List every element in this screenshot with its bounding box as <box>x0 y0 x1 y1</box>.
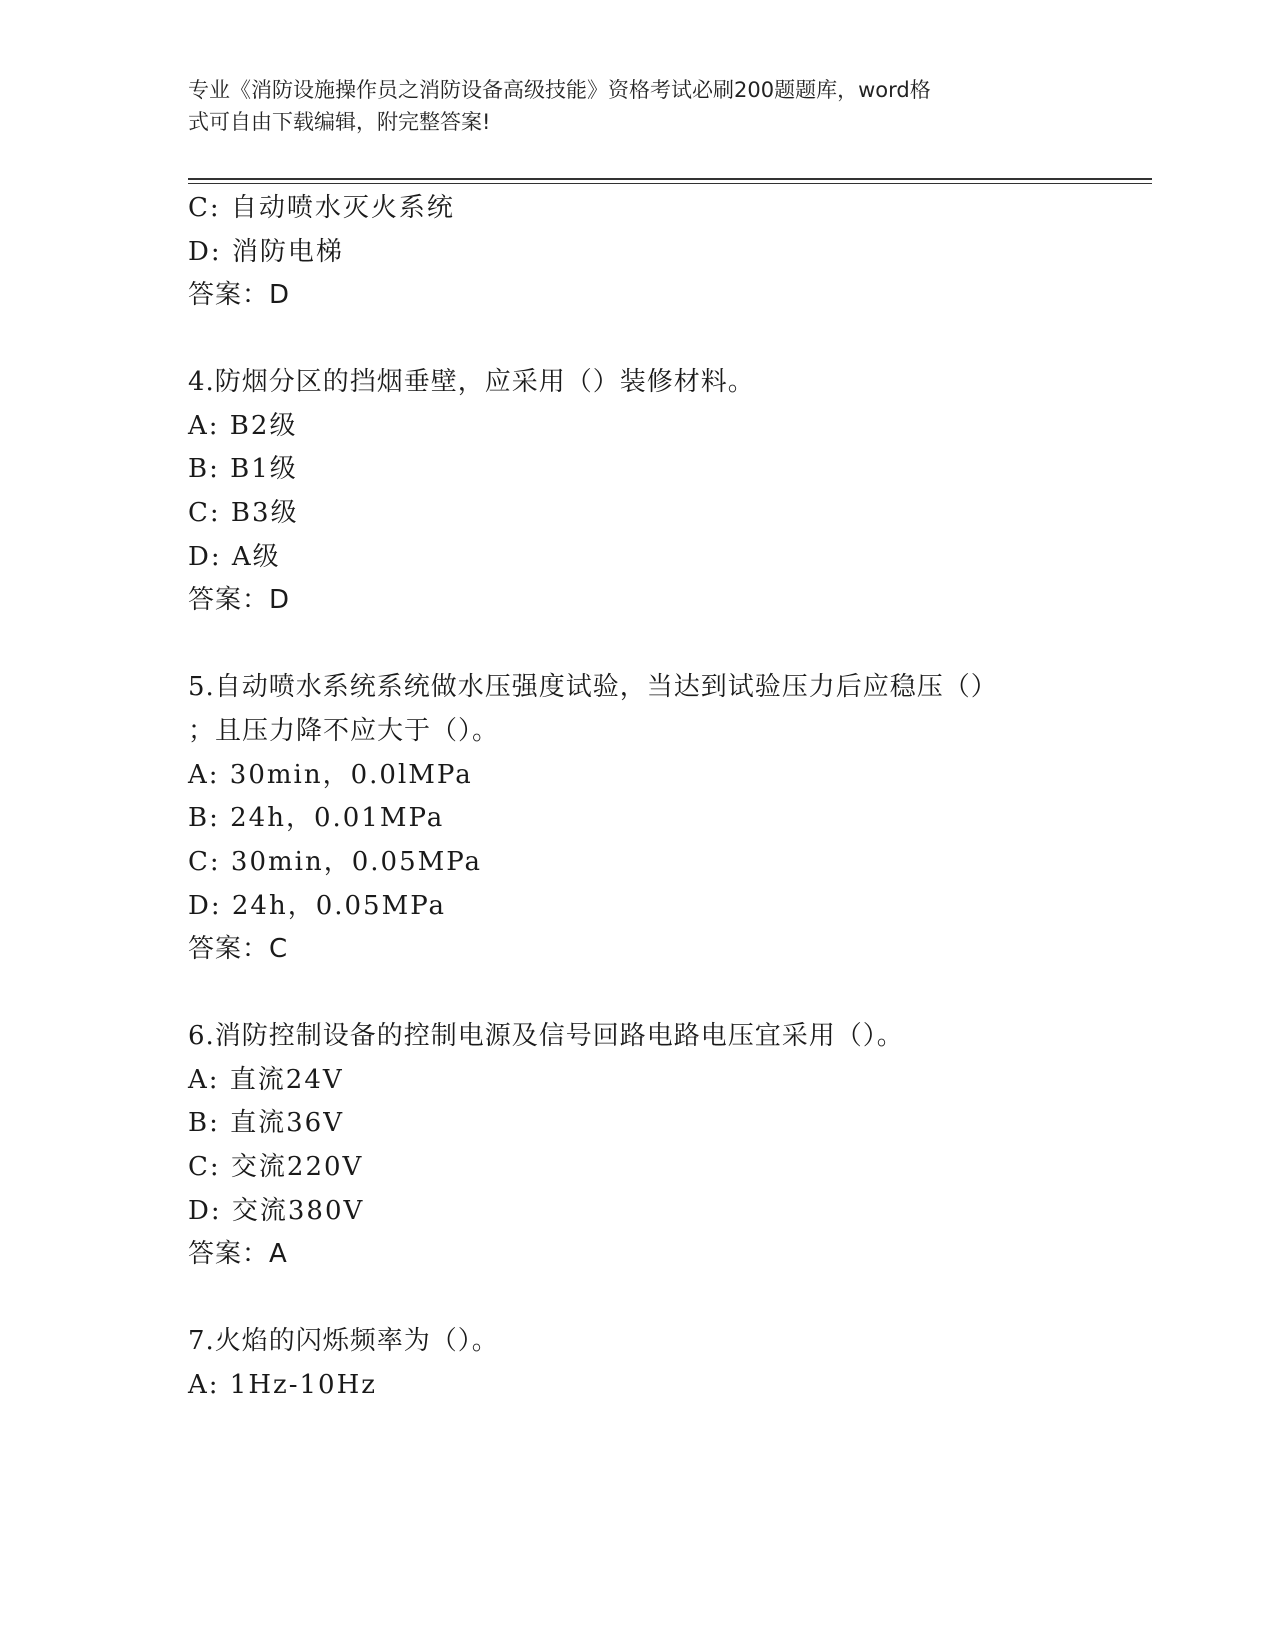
q6-option-b: B: 直流36V <box>188 1108 344 1138</box>
q4-option-a: A: B2级 <box>188 411 298 441</box>
q6-option-d: D: 交流380V <box>188 1196 365 1226</box>
header-divider-thick <box>188 178 1152 180</box>
header-line-1: 专业《消防设施操作员之消防设备高级技能》资格考试必刷200题题库，word格 <box>188 78 931 102</box>
q7-option-a: A: 1Hz-10Hz <box>188 1370 377 1400</box>
q5-option-d: D: 24h，0.05MPa <box>188 891 447 921</box>
q4-option-c: C: B3级 <box>188 498 299 528</box>
q6-stem: 6.消防控制设备的控制电源及信号回路电路电压宜采用（）。 <box>188 1021 904 1051</box>
header-divider-thin <box>188 183 1152 184</box>
q5-option-a: A: 30min，0.0lMPa <box>188 760 473 790</box>
q6-option-a: A: 直流24V <box>188 1065 344 1095</box>
q5-option-c: C: 30min，0.05MPa <box>188 847 483 877</box>
q4-option-d: D: A级 <box>188 542 281 572</box>
q6-answer: 答案：A <box>188 1239 288 1269</box>
q4-answer: 答案：D <box>188 585 291 615</box>
q3-option-d: D: 消防电梯 <box>188 237 344 267</box>
q3-answer: 答案：D <box>188 280 291 310</box>
q6-option-c: C: 交流220V <box>188 1152 364 1182</box>
q5-answer: 答案：C <box>188 934 289 964</box>
q5-option-b: B: 24h，0.01MPa <box>188 803 445 833</box>
document-header <box>188 74 1088 138</box>
q4-stem: 4.防烟分区的挡烟垂壁，应采用（）装修材料。 <box>188 367 755 397</box>
q3-option-c: C: 自动喷水灭火系统 <box>188 193 455 223</box>
q7-stem: 7.火焰的闪烁频率为（）。 <box>188 1326 499 1356</box>
q5-stem-line-1: 5.自动喷水系统系统做水压强度试验，当达到试验压力后应稳压（） <box>188 672 998 702</box>
header-line-2: 式可自由下载编辑，附完整答案! <box>188 110 491 134</box>
q4-option-b: B: B1级 <box>188 454 298 484</box>
q5-stem-line-2: ；且压力降不应大于（）。 <box>188 716 500 746</box>
